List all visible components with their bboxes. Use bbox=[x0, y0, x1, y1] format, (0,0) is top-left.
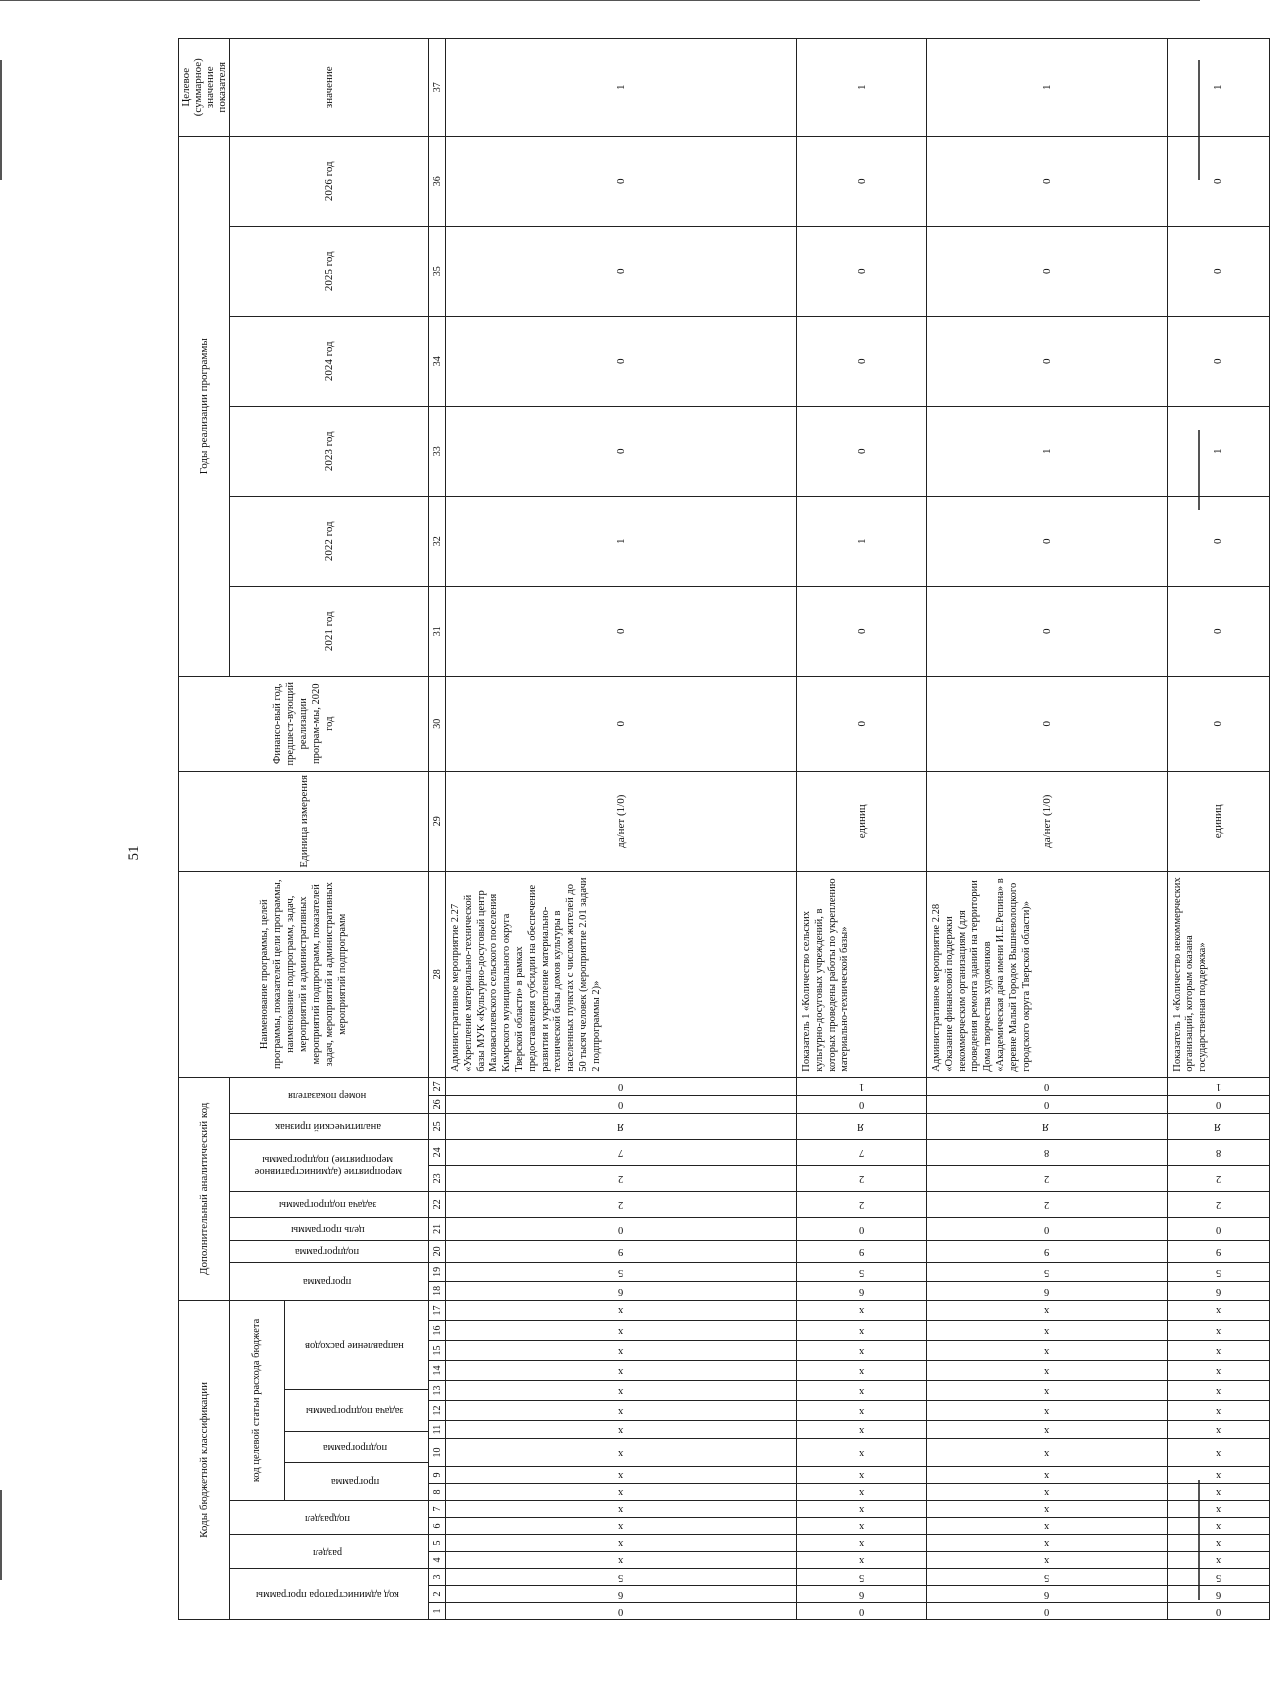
target-article-group bbox=[230, 1300, 429, 1500]
code-cell: 6 bbox=[927, 1586, 1168, 1603]
code-cell: 6 bbox=[927, 1281, 1168, 1300]
year-value-cell: 0 bbox=[1167, 226, 1269, 316]
column-number: 22 bbox=[429, 1191, 446, 1217]
code-cell: x bbox=[446, 1467, 797, 1484]
target-value-header: значение bbox=[230, 38, 429, 136]
column-number: 12 bbox=[429, 1401, 446, 1421]
code-cell: Я bbox=[927, 1113, 1168, 1139]
program-goal-header: цель программы bbox=[230, 1217, 429, 1240]
code-cell: 5 bbox=[446, 1262, 797, 1281]
column-number: 28 bbox=[429, 871, 446, 1077]
code-cell: 1 bbox=[1167, 1077, 1269, 1095]
code-cell: x bbox=[446, 1401, 797, 1421]
year-value-cell: 0 bbox=[927, 316, 1168, 406]
code-cell: 0 bbox=[797, 1095, 927, 1113]
code-cell: 5 bbox=[446, 1569, 797, 1586]
code-cell: 6 bbox=[1167, 1281, 1269, 1300]
column-number-row bbox=[429, 38, 446, 1619]
year-2023-header: 2023 год bbox=[230, 406, 429, 496]
code-cell: Я bbox=[797, 1113, 927, 1139]
target-value-cell: 1 bbox=[797, 38, 927, 136]
code-cell: 8 bbox=[927, 1139, 1168, 1165]
column-number: 27 bbox=[429, 1077, 446, 1095]
code-cell: x bbox=[797, 1401, 927, 1421]
code-cell: x bbox=[797, 1341, 927, 1361]
code-cell: x bbox=[1167, 1381, 1269, 1401]
code-cell: 0 bbox=[927, 1095, 1168, 1113]
year-value-cell: 0 bbox=[797, 226, 927, 316]
admin-code-header: код администратора программы bbox=[230, 1569, 429, 1620]
code-cell: x bbox=[797, 1300, 927, 1320]
code-cell: 6 bbox=[797, 1586, 927, 1603]
code-cell: 0 bbox=[446, 1603, 797, 1620]
description-cell: Административное мероприятие 2.27 «Укрепление материально-технической базы МУК «Культурно-досуговый центр Маловасилевского сельского поселения Кимрского муниципального округа Тверской области» в рамках предоставления субсидии на обеспечение развития и укрепление материально-технической базы домов культуры в населенных пунктах с числом жителей до 50 тысяч человек (мероприятие 2.01 задачи 2 подпрограммы 2)» bbox=[446, 871, 797, 1077]
column-number: 10 bbox=[429, 1439, 446, 1467]
year-2022-header: 2022 год bbox=[230, 496, 429, 586]
code-cell: x bbox=[927, 1341, 1168, 1361]
measure-header: мероприятие (административное мероприятие) подпрограммы bbox=[230, 1139, 429, 1191]
code-cell: 0 bbox=[797, 1603, 927, 1620]
code-cell: x bbox=[1167, 1439, 1269, 1467]
code-cell: 0 bbox=[927, 1077, 1168, 1095]
code-cell: x bbox=[446, 1484, 797, 1501]
code-cell: 6 bbox=[797, 1281, 927, 1300]
year-value-cell: 0 bbox=[1167, 136, 1269, 226]
code-cell: 5 bbox=[1167, 1569, 1269, 1586]
column-number: 13 bbox=[429, 1381, 446, 1401]
code-cell: 0 bbox=[446, 1095, 797, 1113]
code-cell: Я bbox=[446, 1113, 797, 1139]
year-value-cell: 0 bbox=[446, 676, 797, 771]
code-cell: 6 bbox=[446, 1281, 797, 1300]
year-value-cell: 0 bbox=[446, 316, 797, 406]
code-cell: x bbox=[927, 1321, 1168, 1341]
target-value-cell: 1 bbox=[1167, 38, 1269, 136]
code-cell: 0 bbox=[1167, 1095, 1269, 1113]
target-value-cell: 1 bbox=[446, 38, 797, 136]
column-number: 19 bbox=[429, 1262, 446, 1281]
year-value-cell: 0 bbox=[797, 136, 927, 226]
code-cell: 1 bbox=[797, 1077, 927, 1095]
code-cell: x bbox=[446, 1300, 797, 1320]
code-cell: x bbox=[446, 1321, 797, 1341]
year-value-cell: 0 bbox=[446, 226, 797, 316]
page-number: 51 bbox=[126, 845, 142, 861]
column-number: 37 bbox=[429, 38, 446, 136]
analytic-sign-header: аналитический признак bbox=[230, 1113, 429, 1139]
subprogram-header: подпрограмма bbox=[284, 1431, 428, 1462]
code-cell: 2 bbox=[927, 1165, 1168, 1191]
column-number: 21 bbox=[429, 1217, 446, 1240]
column-number: 9 bbox=[429, 1467, 446, 1484]
table-body bbox=[446, 38, 1270, 1619]
scan-edge-mark bbox=[0, 60, 2, 180]
code-cell: x bbox=[797, 1439, 927, 1467]
code-cell: x bbox=[446, 1421, 797, 1439]
column-number: 24 bbox=[429, 1139, 446, 1165]
code-cell: 0 bbox=[927, 1217, 1168, 1240]
code-cell: x bbox=[446, 1552, 797, 1569]
code-cell: x bbox=[927, 1518, 1168, 1535]
code-cell: x bbox=[927, 1501, 1168, 1518]
add-program-header: программа bbox=[230, 1262, 429, 1300]
code-cell: 7 bbox=[797, 1139, 927, 1165]
table-row bbox=[927, 38, 1168, 1619]
code-cell: 2 bbox=[797, 1165, 927, 1191]
year-2024-header: 2024 год bbox=[230, 316, 429, 406]
code-cell: 6 bbox=[1167, 1586, 1269, 1603]
code-cell: x bbox=[927, 1401, 1168, 1421]
code-cell: x bbox=[1167, 1361, 1269, 1381]
column-number: 33 bbox=[429, 406, 446, 496]
code-cell: x bbox=[1167, 1535, 1269, 1552]
description-cell: Показатель 1 «Количество некоммерческих организаций, которым оказана государственная поддержка» bbox=[1167, 871, 1269, 1077]
code-cell: Я bbox=[1167, 1113, 1269, 1139]
column-number: 14 bbox=[429, 1361, 446, 1381]
code-cell: 9 bbox=[446, 1240, 797, 1262]
code-cell: x bbox=[927, 1535, 1168, 1552]
code-cell: x bbox=[797, 1421, 927, 1439]
column-number: 1 bbox=[429, 1603, 446, 1620]
code-cell: 0 bbox=[1167, 1603, 1269, 1620]
table-row bbox=[797, 38, 927, 1619]
code-cell: x bbox=[927, 1361, 1168, 1381]
code-cell: x bbox=[446, 1361, 797, 1381]
year-value-cell: 0 bbox=[1167, 496, 1269, 586]
code-cell: x bbox=[1167, 1300, 1269, 1320]
scan-edge-mark bbox=[0, 1490, 2, 1580]
unit-cell: единиц bbox=[797, 771, 927, 871]
year-value-cell: 0 bbox=[1167, 676, 1269, 771]
year-value-cell: 0 bbox=[927, 226, 1168, 316]
code-cell: x bbox=[446, 1439, 797, 1467]
code-cell: 0 bbox=[446, 1077, 797, 1095]
column-number: 30 bbox=[429, 676, 446, 771]
column-number: 7 bbox=[429, 1501, 446, 1518]
table-row bbox=[1167, 38, 1269, 1619]
column-number: 23 bbox=[429, 1165, 446, 1191]
code-cell: x bbox=[797, 1381, 927, 1401]
budget-codes-header: Коды бюджетной классификации bbox=[179, 1300, 230, 1619]
code-cell: x bbox=[927, 1439, 1168, 1467]
code-cell: x bbox=[446, 1518, 797, 1535]
code-cell: x bbox=[797, 1484, 927, 1501]
column-number: 11 bbox=[429, 1421, 446, 1439]
column-number: 18 bbox=[429, 1281, 446, 1300]
code-cell: 2 bbox=[446, 1191, 797, 1217]
code-cell: x bbox=[1167, 1401, 1269, 1421]
column-number: 35 bbox=[429, 226, 446, 316]
year-value-cell: 0 bbox=[446, 406, 797, 496]
code-cell: x bbox=[1167, 1518, 1269, 1535]
code-cell: x bbox=[797, 1552, 927, 1569]
column-number: 4 bbox=[429, 1552, 446, 1569]
code-cell: x bbox=[797, 1535, 927, 1552]
code-cell: x bbox=[1167, 1552, 1269, 1569]
column-number: 29 bbox=[429, 771, 446, 871]
column-number: 3 bbox=[429, 1569, 446, 1586]
column-number: 6 bbox=[429, 1518, 446, 1535]
code-cell: 5 bbox=[927, 1569, 1168, 1586]
code-cell: 6 bbox=[446, 1586, 797, 1603]
fin-year-header: Финансо-вый год, предшест-вующий реализации програм-мы, 2020 год bbox=[179, 676, 429, 771]
code-cell: x bbox=[797, 1467, 927, 1484]
code-cell: x bbox=[927, 1300, 1168, 1320]
code-cell: 2 bbox=[927, 1191, 1168, 1217]
year-2025-header: 2025 год bbox=[230, 226, 429, 316]
code-cell: x bbox=[927, 1484, 1168, 1501]
column-number: 25 bbox=[429, 1113, 446, 1139]
year-value-cell: 0 bbox=[797, 586, 927, 676]
code-cell: 8 bbox=[1167, 1139, 1269, 1165]
indicator-number-header: номер показателя bbox=[230, 1077, 429, 1113]
year-value-cell: 0 bbox=[797, 676, 927, 771]
column-number: 17 bbox=[429, 1300, 446, 1320]
target-article-subtable bbox=[230, 1301, 428, 1500]
column-number: 26 bbox=[429, 1095, 446, 1113]
code-cell: x bbox=[1167, 1321, 1269, 1341]
column-number: 2 bbox=[429, 1586, 446, 1603]
year-value-cell: 0 bbox=[797, 316, 927, 406]
target-value-cell: 1 bbox=[927, 38, 1168, 136]
year-value-cell: 0 bbox=[797, 406, 927, 496]
code-cell: 2 bbox=[1167, 1165, 1269, 1191]
year-value-cell: 0 bbox=[446, 136, 797, 226]
code-cell: 2 bbox=[797, 1191, 927, 1217]
subsection-header: подраздел bbox=[230, 1501, 429, 1535]
year-value-cell: 0 bbox=[446, 586, 797, 676]
program-table bbox=[178, 38, 1270, 1620]
year-value-cell: 1 bbox=[797, 496, 927, 586]
section-header: раздел bbox=[230, 1535, 429, 1569]
code-cell: x bbox=[446, 1501, 797, 1518]
year-value-cell: 0 bbox=[1167, 586, 1269, 676]
code-cell: x bbox=[797, 1501, 927, 1518]
code-cell: x bbox=[1167, 1467, 1269, 1484]
years-header: Годы реализации программы bbox=[179, 136, 230, 676]
code-cell: 0 bbox=[446, 1217, 797, 1240]
code-cell: x bbox=[927, 1381, 1168, 1401]
year-2021-header: 2021 год bbox=[230, 586, 429, 676]
target-header: Целевое (суммарное) значение показателя bbox=[179, 38, 230, 136]
code-cell: x bbox=[797, 1518, 927, 1535]
code-cell: x bbox=[927, 1421, 1168, 1439]
column-number: 8 bbox=[429, 1484, 446, 1501]
code-cell: 0 bbox=[1167, 1217, 1269, 1240]
year-value-cell: 1 bbox=[1167, 406, 1269, 496]
program-table-frame bbox=[178, 58, 1270, 1620]
code-cell: x bbox=[797, 1361, 927, 1381]
year-value-cell: 1 bbox=[446, 496, 797, 586]
code-cell: x bbox=[1167, 1341, 1269, 1361]
program-header: программа bbox=[284, 1462, 428, 1500]
year-value-cell: 0 bbox=[927, 496, 1168, 586]
code-cell: 7 bbox=[446, 1139, 797, 1165]
code-cell: x bbox=[446, 1381, 797, 1401]
unit-cell: да/нет (1/0) bbox=[927, 771, 1168, 871]
code-cell: 5 bbox=[797, 1569, 927, 1586]
code-cell: x bbox=[1167, 1421, 1269, 1439]
code-cell: 9 bbox=[927, 1240, 1168, 1262]
code-cell: x bbox=[927, 1552, 1168, 1569]
name-header: Наименование программы, целей программы, показателей цели программы, наименование подпрограмм, задач, мероприятий и административных мероприятий подпрограмм, показателей задач, мероприятий и административных мероприятий подпрограмм bbox=[179, 871, 429, 1077]
code-cell: 9 bbox=[797, 1240, 927, 1262]
code-cell: 0 bbox=[797, 1217, 927, 1240]
scan-edge-mark bbox=[0, 0, 1200, 1]
code-cell: 5 bbox=[797, 1262, 927, 1281]
subprogram-task-header: задача подпрограммы bbox=[284, 1389, 428, 1431]
code-cell: x bbox=[1167, 1484, 1269, 1501]
year-2026-header: 2026 год bbox=[230, 136, 429, 226]
code-cell: 2 bbox=[1167, 1191, 1269, 1217]
column-number: 16 bbox=[429, 1321, 446, 1341]
column-number: 32 bbox=[429, 496, 446, 586]
code-cell: 2 bbox=[446, 1165, 797, 1191]
code-cell: x bbox=[797, 1321, 927, 1341]
column-number: 15 bbox=[429, 1341, 446, 1361]
code-cell: 9 bbox=[1167, 1240, 1269, 1262]
target-article-header: код целевой статьи расхода бюджета bbox=[230, 1301, 284, 1500]
year-value-cell: 0 bbox=[927, 136, 1168, 226]
year-value-cell: 1 bbox=[927, 406, 1168, 496]
year-value-cell: 0 bbox=[1167, 316, 1269, 406]
year-value-cell: 0 bbox=[927, 676, 1168, 771]
column-number: 31 bbox=[429, 586, 446, 676]
column-number: 5 bbox=[429, 1535, 446, 1552]
code-cell: x bbox=[927, 1467, 1168, 1484]
expense-direction-header: направление расходов bbox=[305, 1339, 405, 1351]
additional-code-header: Дополнительный аналитический код bbox=[179, 1077, 230, 1300]
unit-cell: единиц bbox=[1167, 771, 1269, 871]
code-cell: x bbox=[1167, 1501, 1269, 1518]
add-subprogram-header: подпрограмма bbox=[230, 1240, 429, 1262]
code-cell: x bbox=[446, 1535, 797, 1552]
code-cell: 0 bbox=[927, 1603, 1168, 1620]
table-row bbox=[446, 38, 797, 1619]
description-cell: Показатель 1 «Количество сельских культурно-досуговых учреждений, в которых проведены работы по укреплению материально-технической базы» bbox=[797, 871, 927, 1077]
add-subprogram-task-header: задача подпрограммы bbox=[230, 1191, 429, 1217]
column-number: 20 bbox=[429, 1240, 446, 1262]
code-cell: 5 bbox=[1167, 1262, 1269, 1281]
column-number: 36 bbox=[429, 136, 446, 226]
unit-cell: да/нет (1/0) bbox=[446, 771, 797, 871]
code-cell: x bbox=[446, 1341, 797, 1361]
code-cell: 5 bbox=[927, 1262, 1168, 1281]
year-value-cell: 0 bbox=[927, 586, 1168, 676]
unit-header: Единица измерения bbox=[179, 771, 429, 871]
description-cell: Административное мероприятие 2.28 «Оказание финансовой поддержки некоммерческим организациям (для проведения ремонта зданий на территории Дома творчества художников «Академическая дача имени И.Е.Репина» в деревне Малый Городок Вышневолоцкого городского округа Тверской области)» bbox=[927, 871, 1168, 1077]
column-number: 34 bbox=[429, 316, 446, 406]
